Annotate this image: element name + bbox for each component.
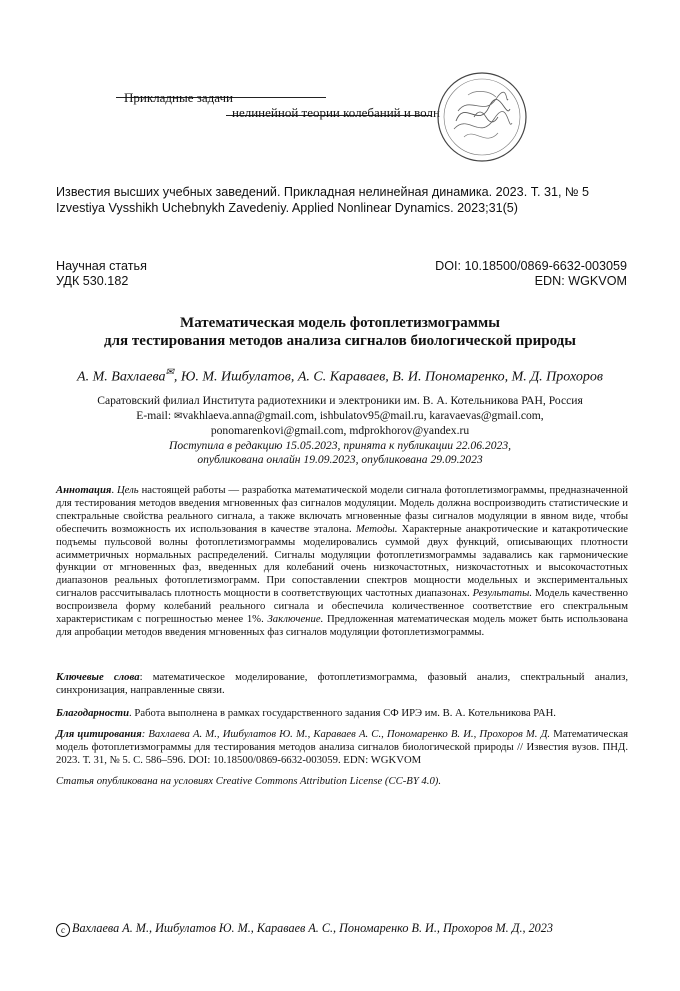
- citation-text: Математическая модель фотоплетизмограммы для тестирования методов анализа сигналов биологической природы // Известия вузов. ПНД. 2023. Т. 31, № 5. С. 586–596. DOI: 10.18500/0869-6632-003059. EDN: WGKVOM: [56, 728, 629, 766]
- ack-text: . Работа выполнена в рамках государственного задания СФ ИРЭ им. В. А. Котельникова РАН.: [129, 707, 556, 719]
- emails-line2: ponomarenkovi@gmail.com, mdprokhorov@yandex.ru: [210, 424, 470, 437]
- title-line1: Математическая модель фотоплетизмограммы: [180, 315, 500, 331]
- email-prefix: E-mail:: [136, 408, 174, 422]
- author-rest: , Ю. М. Ишбулатов, А. С. Караваев, В. И. Пономаренко, М. Д. Прохоров: [173, 369, 603, 385]
- copyright: [56, 921, 553, 937]
- copyright-icon: c: [56, 923, 70, 937]
- article-type: Научная статья: [56, 259, 147, 273]
- envelope-icon: ✉: [173, 410, 183, 422]
- conclusion-text: Предложенная математическая модель может быть использована для апробации методов введения мгновенных фаз сигналов модуляции фотоплетизмограммы.: [56, 613, 628, 638]
- dates-line2: опубликована онлайн 19.09.2023, опубликована 29.09.2023: [197, 453, 483, 466]
- methods-text: Характерные анакротические и катакротические подъемы пульсовой волны фотоплетизмограммы моделировались суммой двух функций, описывающих плотности асимметричных нормальных распределений. Сигналы модуляции фотоплетизмограммы задавались как гармонические функции от мгновенных фаз, введенных для колебаний очень низкочастотных, низкочастотных и высокочастотных диапазонов реальных фотоплетизмограмм. При сопоставлении спектров мощности модельных и экспериментальных сигналов рассчитывалась плотность мощности в соответствующих частотных диапазонах.: [56, 522, 628, 600]
- journal-banner: [56, 55, 631, 175]
- results-label: Результаты.: [472, 587, 533, 600]
- banner-line2: нелинейной теории колебаний и волн: [232, 105, 440, 120]
- abstract-label: Аннотация: [56, 484, 112, 496]
- article-meta-left: [56, 259, 147, 289]
- goal-text: настоящей работы — разработка математической модели сигнала фотоплетизмограммы, предназначенной для тестирования методов введения мгновенных фаз сигналов модуляции. Модель должна воспроизводить статистические и спектральные свойства реального сигнала, а также включать мгновенные фазы сигналов модуляции в явном виде, чтобы обеспечить возможность их использования в качестве эталона.: [56, 484, 628, 535]
- envelope-icon: ✉: [165, 367, 174, 378]
- doi: DOI: 10.18500/0869-6632-003059: [435, 259, 627, 273]
- acknowledgments: [56, 707, 628, 720]
- udc: УДК 530.182: [56, 274, 129, 288]
- goal-label: Цель: [116, 484, 139, 496]
- results-text: Модель качественно воспроизвела форму колебаний реального сигнала и обеспечила количественное соответствие его спектральным характеристикам с погрешностью менее 1%.: [56, 587, 628, 626]
- banner-line1: Прикладные задачи: [124, 90, 234, 105]
- journal-en: Izvestiya Vysshikh Uchebnykh Zavedeniy. Applied Nonlinear Dynamics. 2023;31(5): [56, 201, 519, 215]
- affiliation-org: Саратовский филиал Института радиотехники и электроники им. В. А. Котельникова РАН, Россия: [97, 394, 583, 407]
- abstract: Аннотация. Цель настоящей работы — разработка математической модели сигнала фотоплетизмограммы, предназначенной для тестирования методов введения мгновенных фаз сигналов модуляции. Модель должна воспроизводить статистические и спектральные свойства реального сигнала, а также включать мгновенные фазы сигналов модуляции в явном виде, чтобы обеспечить возможность их использования в качестве эталона. Методы. Характерные анакротические и катакротические подъемы пульсовой волны фотоплетизмограммы моделировались суммой двух функций, описывающих плотности асимметричных нормальных распределений. Сигналы модуляции фотоплетизмограммы задавались как гармонические функции от мгновенных фаз, введенных для колебаний очень низкочастотных, низкочастотных и высокочастотных диапазонов реальных фотоплетизмограмм. При сопоставлении спектров мощности модельных и экспериментальных сигналов рассчитывалась плотность мощности в соответствующих частотных диапазонах. Результаты. Модель качественно воспроизвела форму колебаний реального сигнала и обеспечила количественное соответствие его спектральным характеристикам с погрешностью менее 1%. Заключение. Предложенная математическая модель может быть использована для апробации методов введения мгновенных фаз сигналов модуляции фотоплетизмограммы.: [56, 484, 628, 638]
- edn: EDN: WGKVOM: [534, 274, 627, 288]
- citation-label: Для цитирования: [56, 728, 142, 740]
- article-title: [56, 314, 624, 350]
- keywords: [56, 671, 628, 697]
- ack-label: Благодарности: [56, 707, 130, 719]
- license-note: Статья опубликована на условиях Creative Commons Attribution License (CC-BY 4.0).: [56, 775, 442, 787]
- author-first: А. М. Вахлаева: [77, 369, 166, 385]
- journal-info: [56, 184, 589, 216]
- emails-line1: [56, 409, 624, 425]
- emails-1: vakhlaeva.anna@gmail.com, ishbulatov95@mail.ru, karavaevas@gmail.com,: [182, 408, 544, 422]
- citation: [56, 728, 628, 767]
- methods-label: Методы.: [355, 522, 398, 535]
- keywords-text: : математическое моделирование, фотоплетизмограмма, фазовый анализ, спектральный анализ, синхронизация, направленные связи.: [56, 671, 628, 696]
- title-line2: для тестирования методов анализа сигналов биологической природы: [104, 333, 576, 349]
- authors: [56, 367, 624, 386]
- keywords-label: Ключевые слова: [56, 671, 140, 683]
- article-meta-right: [435, 259, 627, 289]
- affiliation-block: [56, 394, 624, 468]
- journal-ru: Известия высших учебных заведений. Прикладная нелинейная динамика. 2023. Т. 31, № 5: [56, 185, 590, 199]
- conclusion-label: Заключение.: [267, 613, 324, 626]
- copyright-text: Вахлаева А. М., Ишбулатов Ю. М., Караваев А. С., Пономаренко В. И., Прохоров М. Д., 2023: [72, 921, 553, 935]
- citation-authors: : Вахлаева А. М., Ишбулатов Ю. М., Караваев А. С., Пономаренко В. И., Прохоров М. Д.: [141, 728, 551, 740]
- dates-line1: Поступила в редакцию 15.05.2023, принята к публикации 22.06.2023,: [168, 438, 512, 452]
- journal-emblem-icon: [434, 69, 530, 165]
